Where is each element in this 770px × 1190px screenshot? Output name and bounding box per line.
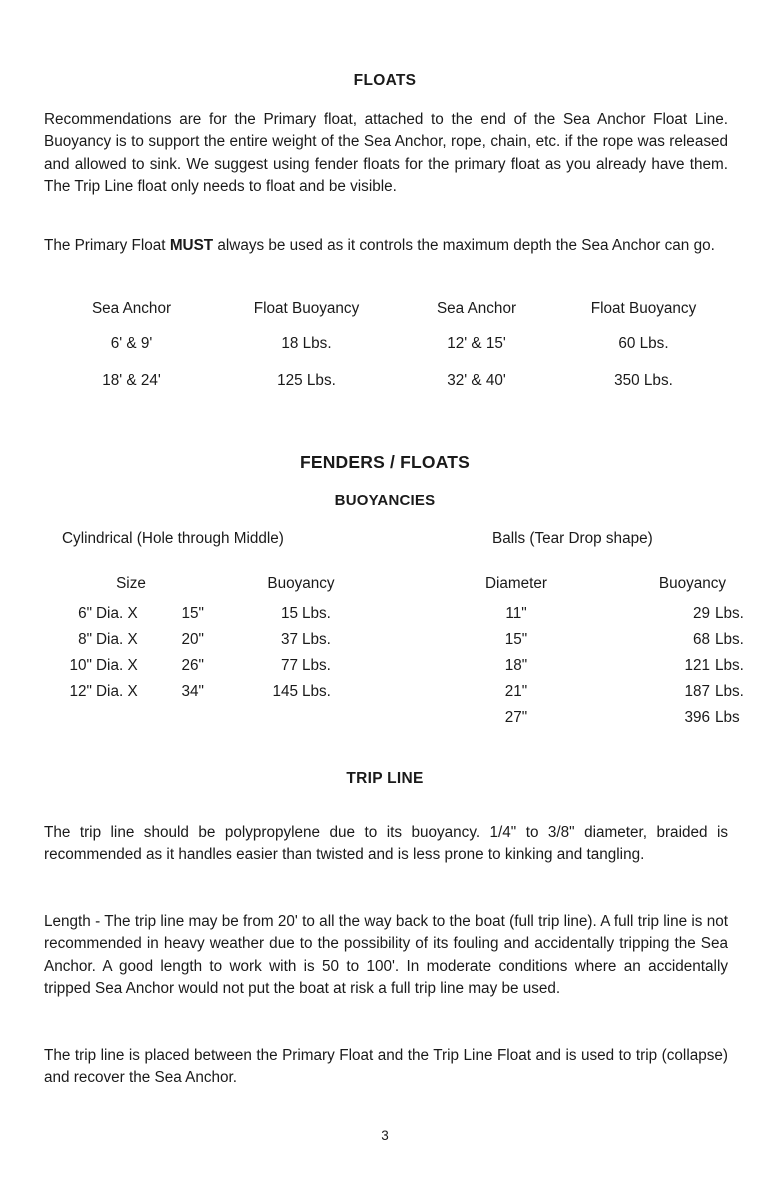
cell-diameter: 15" [504,631,528,648]
cell-buoyancy-unit: Lbs. [302,657,331,674]
column-header-buoyancy: Buoyancy [658,575,727,592]
floats-paragraph-1: Recommendations are for the Primary float, attached to the end of the Sea Anchor Float Line. Buoyancy is to support the entire weight of the Sea Anchor, rope, chain, etc. if the rope was released and allowed to sink. We suggest using fender floats for the primary float as you already have them. The Trip Line float only needs to float and be visible. [44,111,728,195]
cell-buoyancy-unit: Lbs. [715,631,744,648]
table-row [58,627,344,653]
floats-heading: FLOATS [353,72,417,89]
cell-buoyancy-value: 121 [684,657,710,674]
cell-diameter: 10" [69,657,92,674]
trip-line-paragraph-2-length: Length - The trip line may be from 20' to all the way back to the boat (full trip line). A full trip line is not recommended in heavy weather due to the possibility of its fouling and accidentally tripping the Sea Anchor. A good length to work with is 50 to 100'. In moderate conditions where an accidentally tripped Sea Anchor would not put the boat at risk a full trip line may be used. [44,913,728,997]
page-number: 3 [381,1128,389,1143]
table-header-row [44,292,728,325]
balls-group-label: Balls (Tear Drop shape) [492,530,653,547]
table-row [468,627,765,653]
cell-buoyancy-unit: Lbs [715,709,740,726]
cell-buoyancy-unit: Lbs. [715,657,744,674]
column-header-float-buoyancy-2: Float Buoyancy [590,299,697,317]
table-row [58,679,344,705]
cell-diameter: 18" [504,657,528,674]
cell-float-buoyancy: 125 Lbs. [277,371,336,389]
spacer-cell [204,653,258,679]
trip-line-paragraph-1: The trip line should be polypropylene due to its buoyancy. 1/4" to 3/8" diameter, braided is recommended as it handles easier than twisted and is less prone to kinking and tangling. [44,824,728,864]
floats-paragraph-2 [44,235,728,257]
cell-diameter: 12" [69,683,92,700]
cell-buoyancy-value: 396 [684,709,710,726]
cell-sea-anchor-size: 12' & 15' [447,334,506,352]
cell-dia-x-label: Dia. X [96,631,138,648]
floats-paragraph-2-pre: The Primary Float [44,237,170,254]
cell-diameter: 11" [505,605,527,622]
spacer-cell [204,567,258,601]
trip-line-heading: TRIP LINE [346,770,424,787]
cell-diameter: 21" [504,683,528,700]
cell-buoyancy-unit: Lbs. [302,605,331,622]
cell-buoyancy-unit: Lbs. [302,631,331,648]
cell-dia-x-label: Dia. X [96,605,138,622]
cell-sea-anchor-size: 32' & 40' [447,371,506,389]
cell-diameter: 8" [78,631,92,648]
cell-buoyancy-value: 145 [272,683,298,700]
cell-length: 26" [181,657,204,674]
sea-anchor-float-buoyancy-table [44,292,728,399]
cell-buoyancy-value: 15 [280,605,298,622]
table-row [468,705,765,731]
cell-dia-x-label: Dia. X [96,657,138,674]
column-header-sea-anchor-2: Sea Anchor [436,299,517,317]
spacer-cell [564,705,620,731]
cell-length: 34" [181,683,204,700]
cell-buoyancy-value: 187 [684,683,710,700]
table-header-row [468,567,765,601]
spacer-cell [204,627,258,653]
column-header-float-buoyancy-1: Float Buoyancy [253,299,360,317]
spacer-cell [204,679,258,705]
cell-buoyancy-unit: Lbs. [715,605,744,622]
cell-sea-anchor-size: 6' & 9' [110,334,153,352]
cell-diameter: 27" [504,709,528,726]
table-row [44,362,728,399]
table-row [468,601,765,627]
table-header-row [58,567,344,601]
cell-float-buoyancy: 18 Lbs. [281,334,332,352]
must-emphasis: MUST [169,237,214,254]
cell-float-buoyancy: 350 Lbs. [614,371,673,389]
column-header-sea-anchor-1: Sea Anchor [91,299,172,317]
cell-diameter: 6" [78,605,92,622]
spacer-cell [564,601,620,627]
cell-length: 20" [181,631,204,648]
cell-buoyancy-unit: Lbs. [302,683,331,700]
spacer-cell [564,679,620,705]
cell-dia-x-label: Dia. X [96,683,138,700]
table-row [468,653,765,679]
spacer-cell [204,601,258,627]
spacer-cell [564,653,620,679]
cylindrical-group-label: Cylindrical (Hole through Middle) [62,530,284,547]
table-row [468,679,765,705]
column-header-diameter: Diameter [484,575,548,592]
column-header-size: Size [116,575,146,592]
cell-buoyancy-unit: Lbs. [715,683,744,700]
cylindrical-buoyancy-table [58,567,344,705]
cell-float-buoyancy: 60 Lbs. [618,334,669,352]
cell-buoyancy-value: 68 [692,631,710,648]
floats-paragraph-2-post: always be used as it controls the maximum depth the Sea Anchor can go. [213,237,715,254]
trip-line-paragraph-3: The trip line is placed between the Primary Float and the Trip Line Float and is used to trip (collapse) and recover the Sea Anchor. [44,1047,728,1087]
spacer-cell [564,567,620,601]
spacer-cell [564,627,620,653]
balls-buoyancy-table [468,567,765,731]
buoyancies-subheading: BUOYANCIES [334,492,436,509]
cell-buoyancy-value: 37 [280,631,298,648]
table-row [44,325,728,362]
table-row [58,653,344,679]
cell-buoyancy-value: 29 [692,605,710,622]
table-row [58,601,344,627]
cell-buoyancy-value: 77 [280,657,298,674]
column-header-buoyancy: Buoyancy [267,575,335,592]
cell-length: 15" [181,605,204,622]
cell-sea-anchor-size: 18' & 24' [102,371,161,389]
fenders-floats-heading: FENDERS / FLOATS [299,452,471,472]
